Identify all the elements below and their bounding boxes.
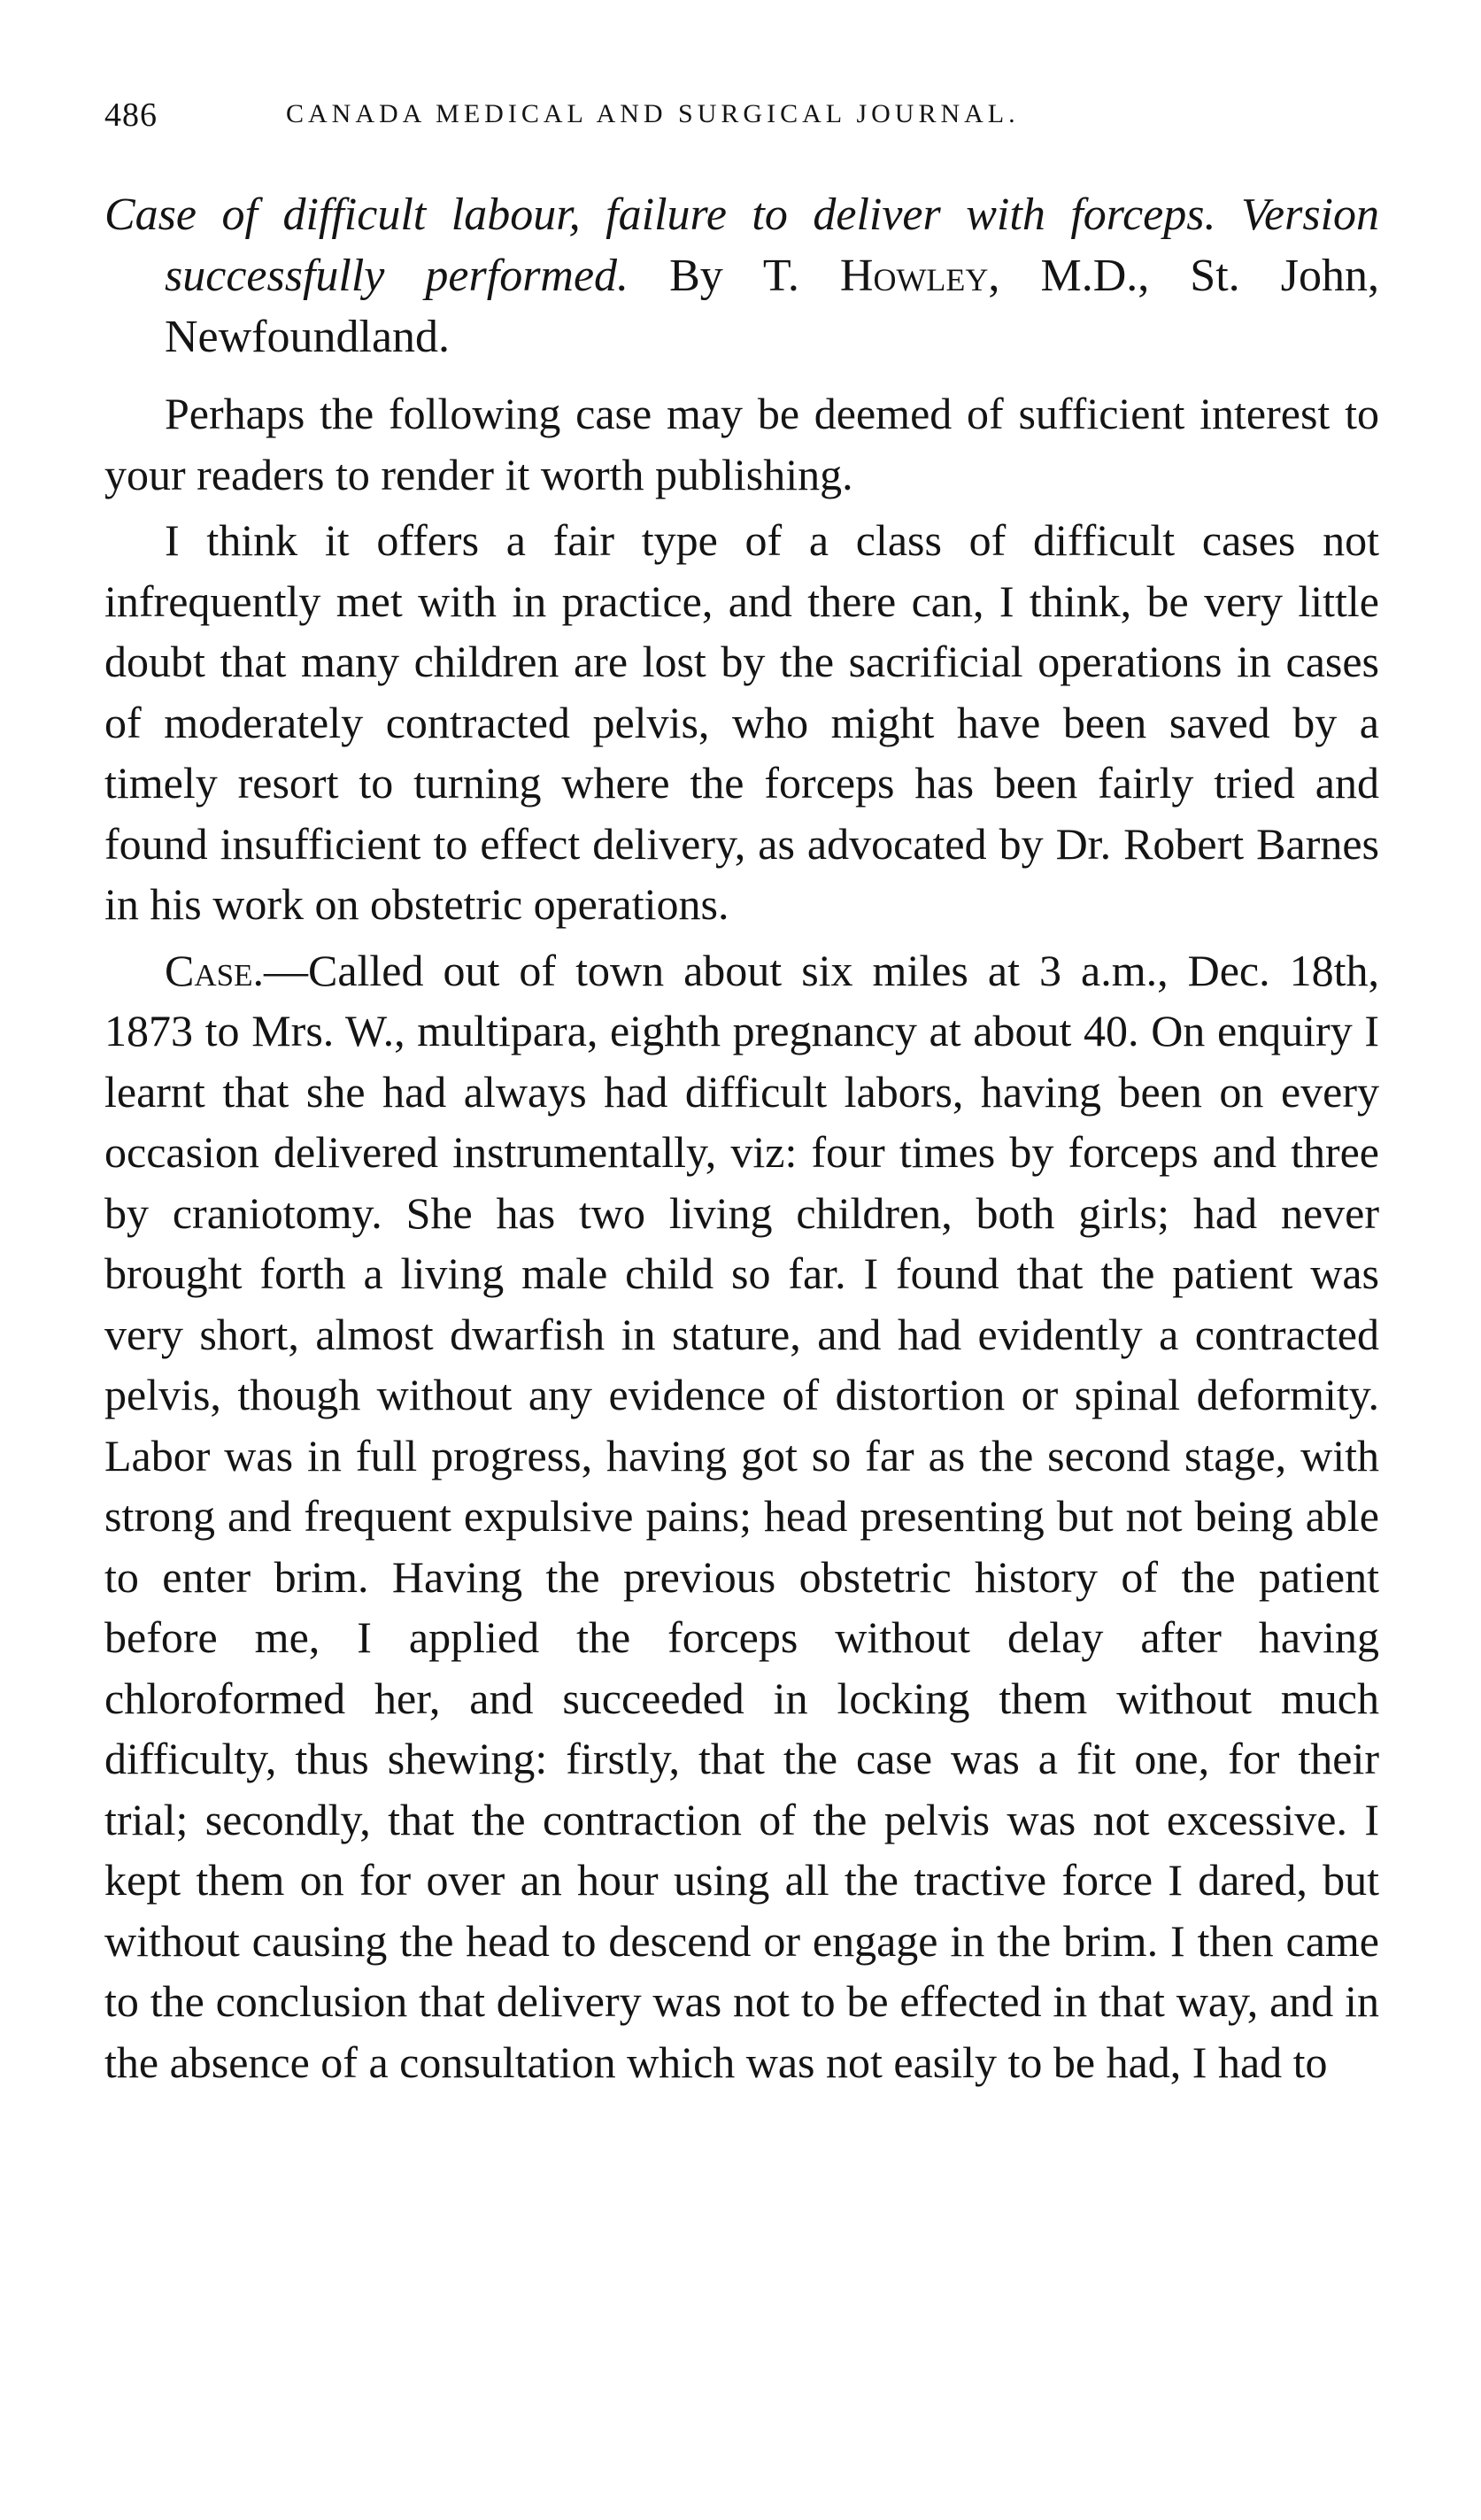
- paragraph-intro: Perhaps the following case may be deemed of sufficient interest to your readers to render it worth publishing.: [104, 389, 1379, 499]
- byline-prefix: By T.: [629, 251, 840, 301]
- paragraph-case: [104, 940, 1379, 2093]
- page-number: 486: [104, 97, 158, 134]
- case-text: —Called out of town about six miles at 3 a.m., Dec. 18th, 1873 to Mrs. W., multipara, eighth pregnancy at about 40. On enquiry I learnt that she had always had difficult labors, having been on every occasion delivered instrumentally, viz: four times by forceps and three by craniotomy. She has two living children, both girls; had never brought forth a living male child so far. I found that the patient was very short, almost dwarfish in stature, and had evidently a contracted pelvis, though without any evidence of distortion or spinal deformity. Labor was in full progress, having got so far as the second stage, with strong and frequent expulsive pains; head presenting but not being able to enter brim. Having the previous obstetric history of the patient before me, I applied the forceps without delay after having chloroformed her, and succeeded in locking them without much difficulty, thus shewing: firstly, that the case was a fit one, for their trial; secondly, that the contraction of the pelvis was not excessive. I kept them on for over an hour using all the tractive force I dared, but without causing the head to descend or engage in the brim. I then came to the conclusion that delivery was not to be effected in that way, and in the absence of a consultation which was not easily to be had, I had to: [104, 945, 1379, 2087]
- article-title: Case of difficult labour, failure to deliver with forceps. Version successfully performed.: [104, 189, 1379, 301]
- author-surname: Howley: [839, 251, 989, 301]
- running-head: [104, 96, 1379, 149]
- case-label: Case.: [165, 945, 264, 995]
- paragraph-rationale: I think it offers a fair type of a class of difficult cases not infrequently met with in practice, and there can, I think, be very little doubt that many children are lost by the sacrificial operations in cases of moderately contracted pelvis, who might have been saved by a timely resort to turning where the forceps has been fairly tried and found insufficient to effect delivery, as advocated by Dr. Robert Barnes in his work on obstetric operations.: [104, 515, 1379, 929]
- byline-suffix: , M.D., St. John, Newfoundland.: [165, 251, 1379, 362]
- journal-page: [104, 96, 1379, 2092]
- journal-title: CANADA MEDICAL AND SURGICAL JOURNAL.: [286, 99, 1020, 128]
- article-heading: [104, 184, 1379, 367]
